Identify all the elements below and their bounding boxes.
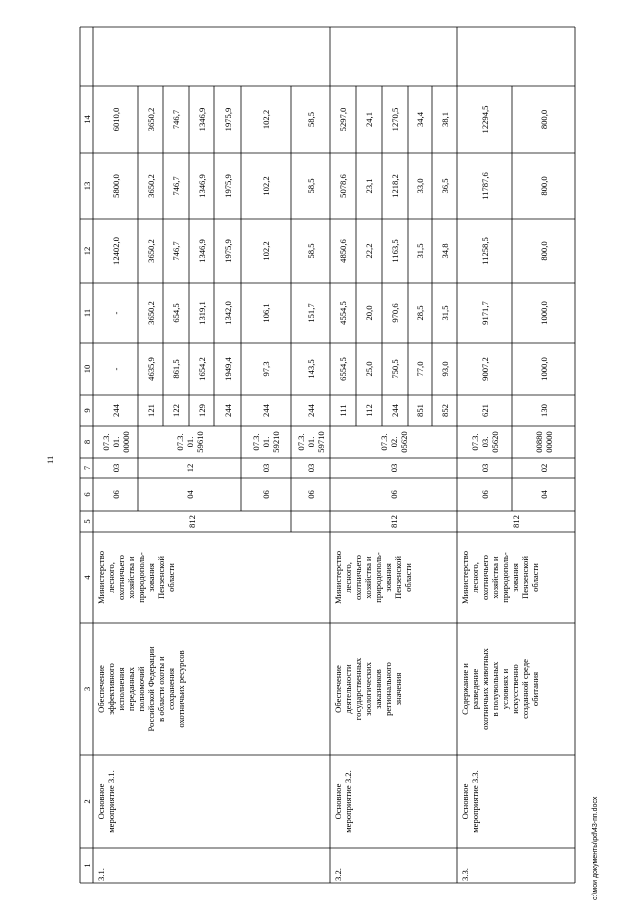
amount-c12: 58,5 bbox=[305, 243, 316, 259]
amount-c11: 9171,7 bbox=[479, 301, 490, 325]
code-rz: 06 bbox=[305, 490, 316, 499]
measure-name: Основное мероприятие 3.3. bbox=[460, 770, 480, 833]
amount-c11: 4554,5 bbox=[338, 301, 348, 325]
amount-c10: 861,5 bbox=[171, 359, 181, 379]
amount-c14: 34,4 bbox=[415, 111, 425, 128]
amount-c11: 1319,1 bbox=[196, 301, 207, 325]
code-grbs: 812 bbox=[187, 515, 197, 528]
code-csr: 07.3. 01. 59210 bbox=[251, 431, 281, 453]
amount-c12: 746,7 bbox=[171, 241, 181, 261]
amount-c13: 36,5 bbox=[439, 178, 450, 194]
column-header-number: 11 bbox=[81, 308, 92, 318]
measure-description: Обеспечение эффективного исполнения переданных полномочий Российской Федерации в области охоты и сохранения охотничьих ресурсов bbox=[96, 646, 186, 732]
amount-c10: 4635,9 bbox=[145, 357, 156, 381]
column-header-number: 7 bbox=[81, 465, 92, 471]
amount-c10: 93,0 bbox=[439, 361, 450, 377]
amount-c14: 1346,9 bbox=[196, 107, 207, 132]
amount-c11: 151,7 bbox=[305, 303, 316, 323]
row-number: 3.1. bbox=[96, 868, 106, 881]
code-pr: 03 bbox=[479, 463, 490, 473]
measure-name: Основное мероприятие 3.1. bbox=[96, 770, 116, 833]
amount-c14: 58,5 bbox=[305, 111, 316, 128]
amount-c13: 1218,2 bbox=[390, 174, 400, 198]
amount-c14: 800,0 bbox=[538, 109, 549, 130]
amount-c13: 1975,9 bbox=[222, 174, 233, 198]
amount-c13: 800,0 bbox=[538, 176, 549, 196]
measure-description: Обеспечение деятельности государственных зоологических заказников регионального значения bbox=[333, 657, 403, 721]
amount-c10: 1949,4 bbox=[222, 357, 233, 381]
code-pr: 03 bbox=[261, 463, 271, 473]
amount-c13: 1346,9 bbox=[196, 174, 207, 198]
amount-c12: 22,2 bbox=[364, 243, 374, 259]
column-header-number: 14 bbox=[81, 115, 92, 124]
code-vr: 122 bbox=[171, 404, 181, 417]
code-vr: 111 bbox=[338, 404, 348, 417]
code-grbs: 812 bbox=[388, 515, 399, 528]
amount-c12: 1163,5 bbox=[390, 239, 400, 263]
measure-name: Основное мероприятие 3.2. bbox=[333, 770, 353, 833]
code-csr: 07.3. 01. 59610 bbox=[174, 431, 205, 453]
code-pr: 03 bbox=[388, 463, 399, 473]
amount-c10: 9007,2 bbox=[479, 357, 490, 381]
column-header-number: 5 bbox=[81, 519, 92, 524]
responsible-executor: Министерство лесного, охотничьего хозяйства и природополь- зования Пензенской области bbox=[96, 551, 176, 604]
amount-c11: 106,1 bbox=[261, 303, 271, 323]
amount-c12: 1346,9 bbox=[196, 239, 207, 263]
amount-c10: 77,0 bbox=[415, 361, 425, 377]
amount-c13: 23,1 bbox=[364, 178, 374, 194]
code-vr: 244 bbox=[261, 404, 271, 417]
row-number: 3.2. bbox=[333, 868, 343, 881]
amount-c14: 3650,2 bbox=[145, 107, 156, 132]
code-rz: 04 bbox=[184, 490, 195, 499]
code-rz: 06 bbox=[479, 490, 490, 499]
amount-c14: 102,2 bbox=[261, 109, 271, 130]
code-vr: 130 bbox=[538, 404, 549, 417]
amount-c14: 12294,5 bbox=[479, 105, 490, 134]
amount-c11: 20,0 bbox=[364, 305, 374, 321]
responsible-executor: Министерство лесного, охотничьего хозяйства и природополь- зования Пензенской области bbox=[460, 551, 540, 604]
amount-c13: 5078,6 bbox=[338, 174, 348, 198]
amount-c13: 102,2 bbox=[261, 176, 271, 196]
amount-c11: 1000,0 bbox=[538, 301, 549, 325]
amount-c11: 654,5 bbox=[171, 303, 181, 323]
amount-c11: - bbox=[110, 311, 121, 315]
amount-c13: 33,0 bbox=[415, 178, 425, 194]
column-header-number: 9 bbox=[81, 408, 92, 413]
amount-c14: 1975,9 bbox=[222, 107, 233, 132]
amount-c10: 97,3 bbox=[261, 361, 271, 377]
code-csr: 07.3. 01. 00000 bbox=[100, 431, 131, 453]
code-rz: 06 bbox=[388, 490, 399, 499]
amount-c13: 746,7 bbox=[171, 176, 181, 196]
code-grbs: 812 bbox=[511, 515, 521, 528]
amount-c11: 1342,0 bbox=[222, 301, 233, 325]
amount-c14: 746,7 bbox=[171, 109, 181, 130]
column-header-number: 12 bbox=[81, 246, 92, 256]
amount-c10: 1654,2 bbox=[196, 357, 207, 381]
amount-c12: 12402,0 bbox=[110, 237, 121, 265]
amount-c11: 28,5 bbox=[415, 305, 425, 321]
code-rz: 06 bbox=[261, 490, 271, 499]
code-vr: 244 bbox=[222, 404, 233, 417]
amount-c14: 6010,0 bbox=[110, 107, 121, 132]
amount-c10: 6554,5 bbox=[338, 357, 348, 381]
amount-c13: 58,5 bbox=[305, 178, 316, 194]
code-vr: 129 bbox=[196, 404, 207, 417]
amount-c12: 11258,5 bbox=[479, 237, 490, 265]
row-number: 3.3. bbox=[460, 868, 470, 881]
column-header-number: 13 bbox=[81, 181, 92, 191]
code-pr: 02 bbox=[538, 463, 549, 473]
amount-c14: 24,1 bbox=[364, 111, 374, 128]
amount-c12: 31,5 bbox=[415, 243, 425, 259]
code-csr: 07.3. 01. 59710 bbox=[295, 431, 326, 453]
amount-c13: 11787,6 bbox=[479, 172, 490, 200]
code-vr: 244 bbox=[390, 404, 400, 417]
amount-c12: 102,2 bbox=[261, 241, 271, 261]
document-page: 11 c:\мои документы\pd\43-пп.docx 1 2 3 4 5 6 7 8 9 10 11 12 13 14 3.1. Основное мероприятие 3.1. Обеспечение эффективного исполнения переданных полномочий Российской Федерации в области охоты и сохранения охотничьих ресурсов Министерство лесного, охотничьего хозяйства и природополь- зования Пензенской области 812 244 - - 12402,0 5800,0 6010,0 121 4635,9 3650,2 3650,2 3650,2 3650,2 122 861,5 654,5 746,7 746,7 746,7 129 1654,2 1319,1 1346,9 1346,9 1346,9 244 1949,4 1342,0 1975,9 1975,9 1975,9 244 97,3 106,1 102,2 102,2 102,2 244 143,5 151,7 58,5 58,5 58,5 06 03 07.3. 01. 00000 04 12 07.3. 01. 59610 06 03 07.3. 01. 59210 06 03 07.3. 01. 59710 3.2. Основное мероприятие 3.2. Обеспечение деятельности государственных зоологических заказников регионального значения Министерство лесного, охотничьего хозяйства и природополь- зования Пензенской области 812 06 03 07.3. 02. 05620 111 6554,5 4554,5 4850,6 5078,6 5297,0 112 25,0 20,0 22,2 23,1 24,1 244 750,5 970,6 1163,5 1218,2 1270,5 851 77,0 28,5 31,5 33,0 34,4 852 93,0 31,5 34,8 36,5 38,1 3.3. Основное мероприятие 3.3. Содержание и разведение охотничьих животных в полувольных условиях и искусственно созданной среде обитания Министерство лесного, охотничьего хозяйства и природополь- зования Пензенской области 812 06 03 07.3. 03. 05620 621 9007,2 9171,7 11258,5 11787,6 12294,5 04 02 00880 00000 130 1000,0 1000,0 800,0 800,0 800,0 bbox=[0, 0, 640, 905]
amount-c10: 25,0 bbox=[364, 361, 374, 377]
amount-c14: 1270,5 bbox=[390, 107, 400, 132]
column-header-number: 4 bbox=[81, 575, 92, 580]
amount-c12: 34,8 bbox=[439, 243, 450, 259]
code-vr: 244 bbox=[305, 404, 316, 417]
column-header-number: 8 bbox=[81, 439, 92, 445]
code-vr: 852 bbox=[439, 404, 450, 417]
code-csr: 00880 00000 bbox=[533, 431, 554, 453]
responsible-executor: Министерство лесного, охотничьего хозяйства и природополь- зования Пензенской области bbox=[333, 551, 413, 604]
code-vr: 112 bbox=[364, 404, 374, 417]
code-pr: 03 bbox=[110, 463, 121, 473]
amount-c14: 5297,0 bbox=[338, 107, 348, 132]
column-header-number: 1 bbox=[81, 863, 92, 868]
code-rz: 06 bbox=[110, 490, 121, 499]
amount-c12: 3650,2 bbox=[145, 239, 156, 263]
amount-c11: 3650,2 bbox=[145, 301, 156, 325]
measure-description: Содержание и разведение охотничьих животных в полувольных условиях и искусственно созданной среде обитания bbox=[460, 648, 540, 730]
code-csr: 07.3. 03. 05620 bbox=[469, 431, 500, 453]
amount-c13: 3650,2 bbox=[145, 174, 156, 198]
amount-c14: 38,1 bbox=[439, 111, 450, 128]
column-header-number: 10 bbox=[81, 364, 92, 374]
column-header-number: 6 bbox=[81, 492, 92, 497]
code-pr: 12 bbox=[184, 463, 195, 473]
amount-c12: 1975,9 bbox=[222, 239, 233, 263]
amount-c10: 750,5 bbox=[390, 359, 400, 379]
code-vr: 121 bbox=[145, 404, 156, 417]
amount-c10: 1000,0 bbox=[538, 357, 549, 381]
amount-c11: 970,6 bbox=[390, 303, 400, 323]
code-pr: 03 bbox=[305, 463, 316, 473]
code-vr: 244 bbox=[110, 404, 121, 417]
code-csr: 07.3. 02. 05620 bbox=[378, 431, 409, 453]
code-vr: 851 bbox=[415, 404, 425, 417]
amount-c10: 143,5 bbox=[305, 359, 316, 379]
amount-c13: 5800,0 bbox=[110, 174, 121, 198]
column-header-number: 2 bbox=[81, 799, 92, 804]
code-vr: 621 bbox=[479, 404, 490, 417]
amount-c12: 800,0 bbox=[538, 241, 549, 261]
amount-c10: - bbox=[110, 367, 121, 371]
code-rz: 04 bbox=[538, 490, 549, 499]
column-header-number: 3 bbox=[81, 686, 92, 692]
amount-c12: 4850,6 bbox=[338, 239, 348, 263]
amount-c11: 31,5 bbox=[439, 305, 450, 321]
